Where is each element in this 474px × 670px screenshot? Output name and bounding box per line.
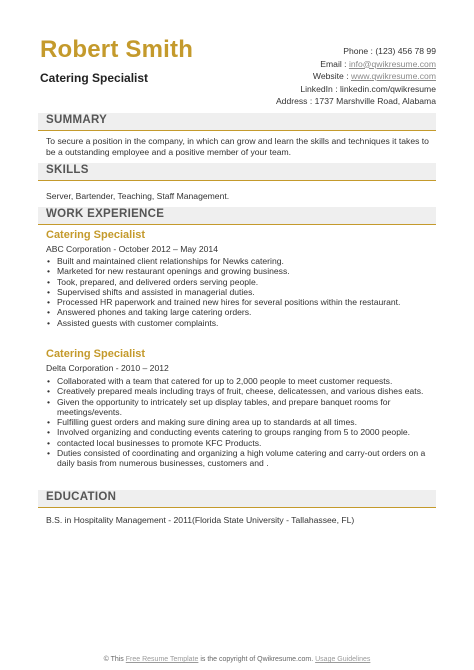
job-2-bullet: • Involved organizing and conducting events catering to groups ranging from 5 to 2000 people. xyxy=(46,427,436,437)
job-1-bullets xyxy=(46,256,436,328)
education-text: B.S. in Hospitality Management - 2011(Florida State University - Tallahassee, FL) xyxy=(46,515,355,525)
experience-section-header xyxy=(38,207,436,225)
job-1-bullet: • Marketed for new restaurant openings and growing business. xyxy=(46,266,436,276)
job-2-bullet: • Creatively prepared meals including trays of fruit, cheese, delicatessen, and various dishes eats. xyxy=(46,386,436,396)
job-2-bullet: • contacted local businesses to promote KFC Products. xyxy=(46,438,436,448)
job-2-bullet: • Given the opportunity to intricately set up display tables, and prepare banquet rooms for meetings/events. xyxy=(46,397,436,418)
skills-section-header xyxy=(38,163,436,181)
footer-prefix: © This xyxy=(103,656,124,663)
linkedin-value: linkedin.com/qwikresume xyxy=(340,83,436,94)
linkedin-label: LinkedIn : xyxy=(300,83,338,94)
summary-heading: SUMMARY xyxy=(46,114,108,126)
job-1-bullet: • Assisted guests with customer complaints. xyxy=(46,318,436,328)
education-heading: EDUCATION xyxy=(46,491,117,503)
job-2-bullets xyxy=(46,376,436,469)
website-link[interactable]: www.qwikresume.com xyxy=(350,71,436,82)
contact-phone xyxy=(276,45,436,58)
job-1-bullet: • Answered phones and taking large catering orders. xyxy=(46,307,436,317)
footer-middle: is the copyright of Qwikresume.com. xyxy=(200,656,314,663)
contact-email xyxy=(276,58,436,71)
job-2-title: Catering Specialist xyxy=(46,348,146,360)
candidate-title: Catering Specialist xyxy=(40,71,149,85)
job-1-title: Catering Specialist xyxy=(46,229,146,241)
contact-block xyxy=(276,45,436,108)
contact-website xyxy=(276,70,436,83)
phone-label: Phone : xyxy=(343,46,373,56)
phone-value: (123) 456 78 99 xyxy=(375,46,436,56)
experience-heading: WORK EXPERIENCE xyxy=(46,208,165,220)
website-label: Website : xyxy=(312,71,349,82)
summary-text: To secure a position in the company, in which can grow and learn the skills and techniques it takes to be a outstanding employee and a positive member of your team. xyxy=(46,136,429,157)
free-resume-template-link[interactable]: Free Resume Template xyxy=(125,656,199,663)
contact-address xyxy=(276,95,436,108)
job-1-bullet: • Took, prepared, and delivered orders serving people. xyxy=(46,277,436,287)
job-2-company: Delta Corporation - 2010 – 2012 xyxy=(46,363,169,373)
summary-section-header xyxy=(38,113,436,131)
job-2-bullet: • Duties consisted of coordinating and organizing a high volume catering and carry-out orders on a daily basis from numerous businesses, customers and . xyxy=(46,448,436,469)
contact-linkedin xyxy=(276,83,436,96)
footer xyxy=(0,656,474,663)
candidate-name: Robert Smith xyxy=(40,36,194,63)
job-2-bullet: • Collaborated with a team that catered for up to 2,000 people to meet customer requests. xyxy=(46,376,436,386)
email-label: Email : xyxy=(320,58,347,69)
address-label: Address : xyxy=(275,96,313,107)
skills-text: Server, Bartender, Teaching, Staff Management. xyxy=(46,191,230,201)
address-value: 1737 Marshville Road, Alabama xyxy=(314,96,436,107)
email-link[interactable]: info@qwikresume.com xyxy=(348,58,436,69)
job-2-bullet: • Fulfilling guest orders and making sure dining area up to standards at all times. xyxy=(46,417,436,427)
usage-guidelines-link[interactable]: Usage Guidelines xyxy=(315,656,371,663)
job-1-bullet: • Built and maintained client relationships for Newks catering. xyxy=(46,256,436,266)
skills-heading: SKILLS xyxy=(46,164,89,176)
job-1-company: ABC Corporation - October 2012 – May 2014 xyxy=(46,244,218,254)
education-section-header xyxy=(38,490,436,508)
job-1-bullet: • Processed HR paperwork and trained new hires for several positions within the restaurant. xyxy=(46,297,436,307)
job-1-bullet: • Supervised shifts and assisted in managerial duties. xyxy=(46,287,436,297)
